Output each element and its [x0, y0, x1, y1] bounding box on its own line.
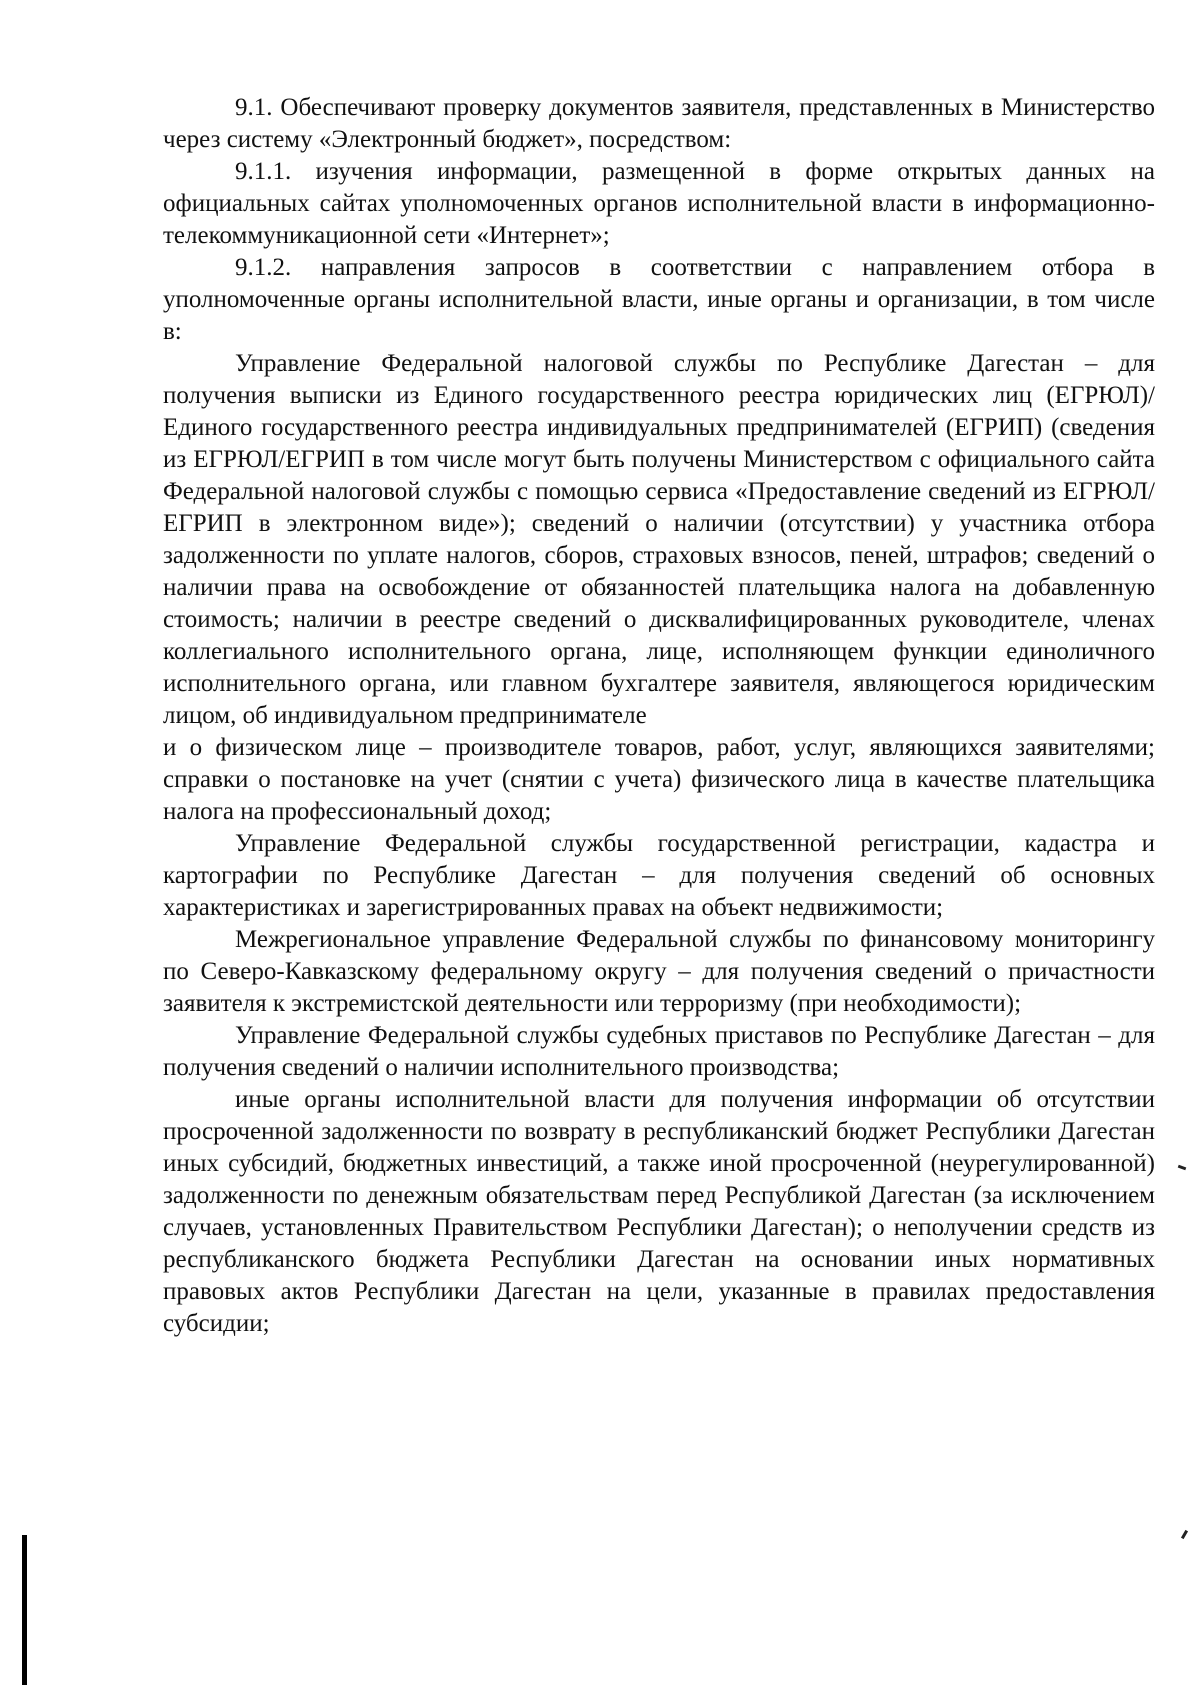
paragraph-bailiffs-service: Управление Федеральной службы судебных приставов по Республике Дагестан – для получения сведений о наличии исполнительного производства; — [163, 1022, 1155, 1081]
paragraph-tax-service: Управление Федеральной налоговой службы по Республике Дагестан – для получения выписки из Единого государственного реестра юридических лиц (ЕГРЮЛ)/Единого государственного реестра индивидуальных предпринимателей (ЕГРИП) (сведения из ЕГРЮЛ/ЕГРИП в том числе могут быть получены Министерством с официального сайта Федеральной налоговой службы с помощью сервиса «Предоставление сведений из ЕГРЮЛ/ЕГРИП в электронном виде»); сведений о наличии (отсутствии) у участника отбора задолженности по уплате налогов, сборов, страховых взносов, пеней, штрафов; сведений о наличии права на освобождение от обязанностей плательщика налога на добавленную стоимость; наличии в реестре сведений о дисквалифицированных руководителе, членах коллегиального исполнительного органа, лице, исполняющем функции единоличного исполнительного органа, или главном бухгалтере заявителя, являющегося юридическим лицом, об индивидуальном предпринимателе — [163, 350, 1155, 729]
paragraph-9-1-1: 9.1.1. изучения информации, размещенной в форме открытых данных на официальных сайтах уполномоченных органов исполнительной власти в информационно-телекоммуникационной сети «Интернет»; — [163, 158, 1155, 249]
paragraph-registration-service: Управление Федеральной службы государственной регистрации, кадастра и картографии по Республике Дагестан – для получения сведений об основных характеристиках и зарегистрированных правах на объект недвижимости; — [163, 830, 1155, 921]
scan-speck — [1178, 1165, 1187, 1171]
paragraph-other-authorities: иные органы исполнительной власти для получения информации об отсутствии просроченной задолженности по возврату в республиканский бюджет Республики Дагестан иных субсидий, бюджетных инвестиций, а также иной просроченной (неурегулированной) задолженности по денежным обязательствам перед Республикой Дагестан (за исключением случаев, установленных Правительством Республики Дагестан); о неполучении средств из республиканского бюджета Республики Дагестан на основании иных нормативных правовых актов Республики Дагестан на цели, указанные в правилах предоставления субсидии; — [163, 1086, 1155, 1337]
scan-speck — [1181, 1530, 1188, 1539]
scan-edge-mark — [22, 1535, 27, 1685]
paragraph-tax-service-continued: и о физическом лице – производителе товаров, работ, услуг, являющихся заявителями; справки о постановке на учет (снятии с учета) физического лица в качестве плательщика налога на профессиональный доход; — [163, 734, 1155, 825]
document-body — [163, 92, 1155, 1340]
paragraph-9-1: 9.1. Обеспечивают проверку документов заявителя, представленных в Министерство через систему «Электронный бюджет», посредством: — [163, 94, 1155, 153]
paragraph-financial-monitoring: Межрегиональное управление Федеральной службы по финансовому мониторингу по Северо-Кавказскому федеральному округу – для получения сведений о причастности заявителя к экстремистской деятельности или терроризму (при необходимости); — [163, 926, 1155, 1017]
paragraph-9-1-2: 9.1.2. направления запросов в соответствии с направлением отбора в уполномоченные органы исполнительной власти, иные органы и организации, в том числе в: — [163, 254, 1155, 345]
